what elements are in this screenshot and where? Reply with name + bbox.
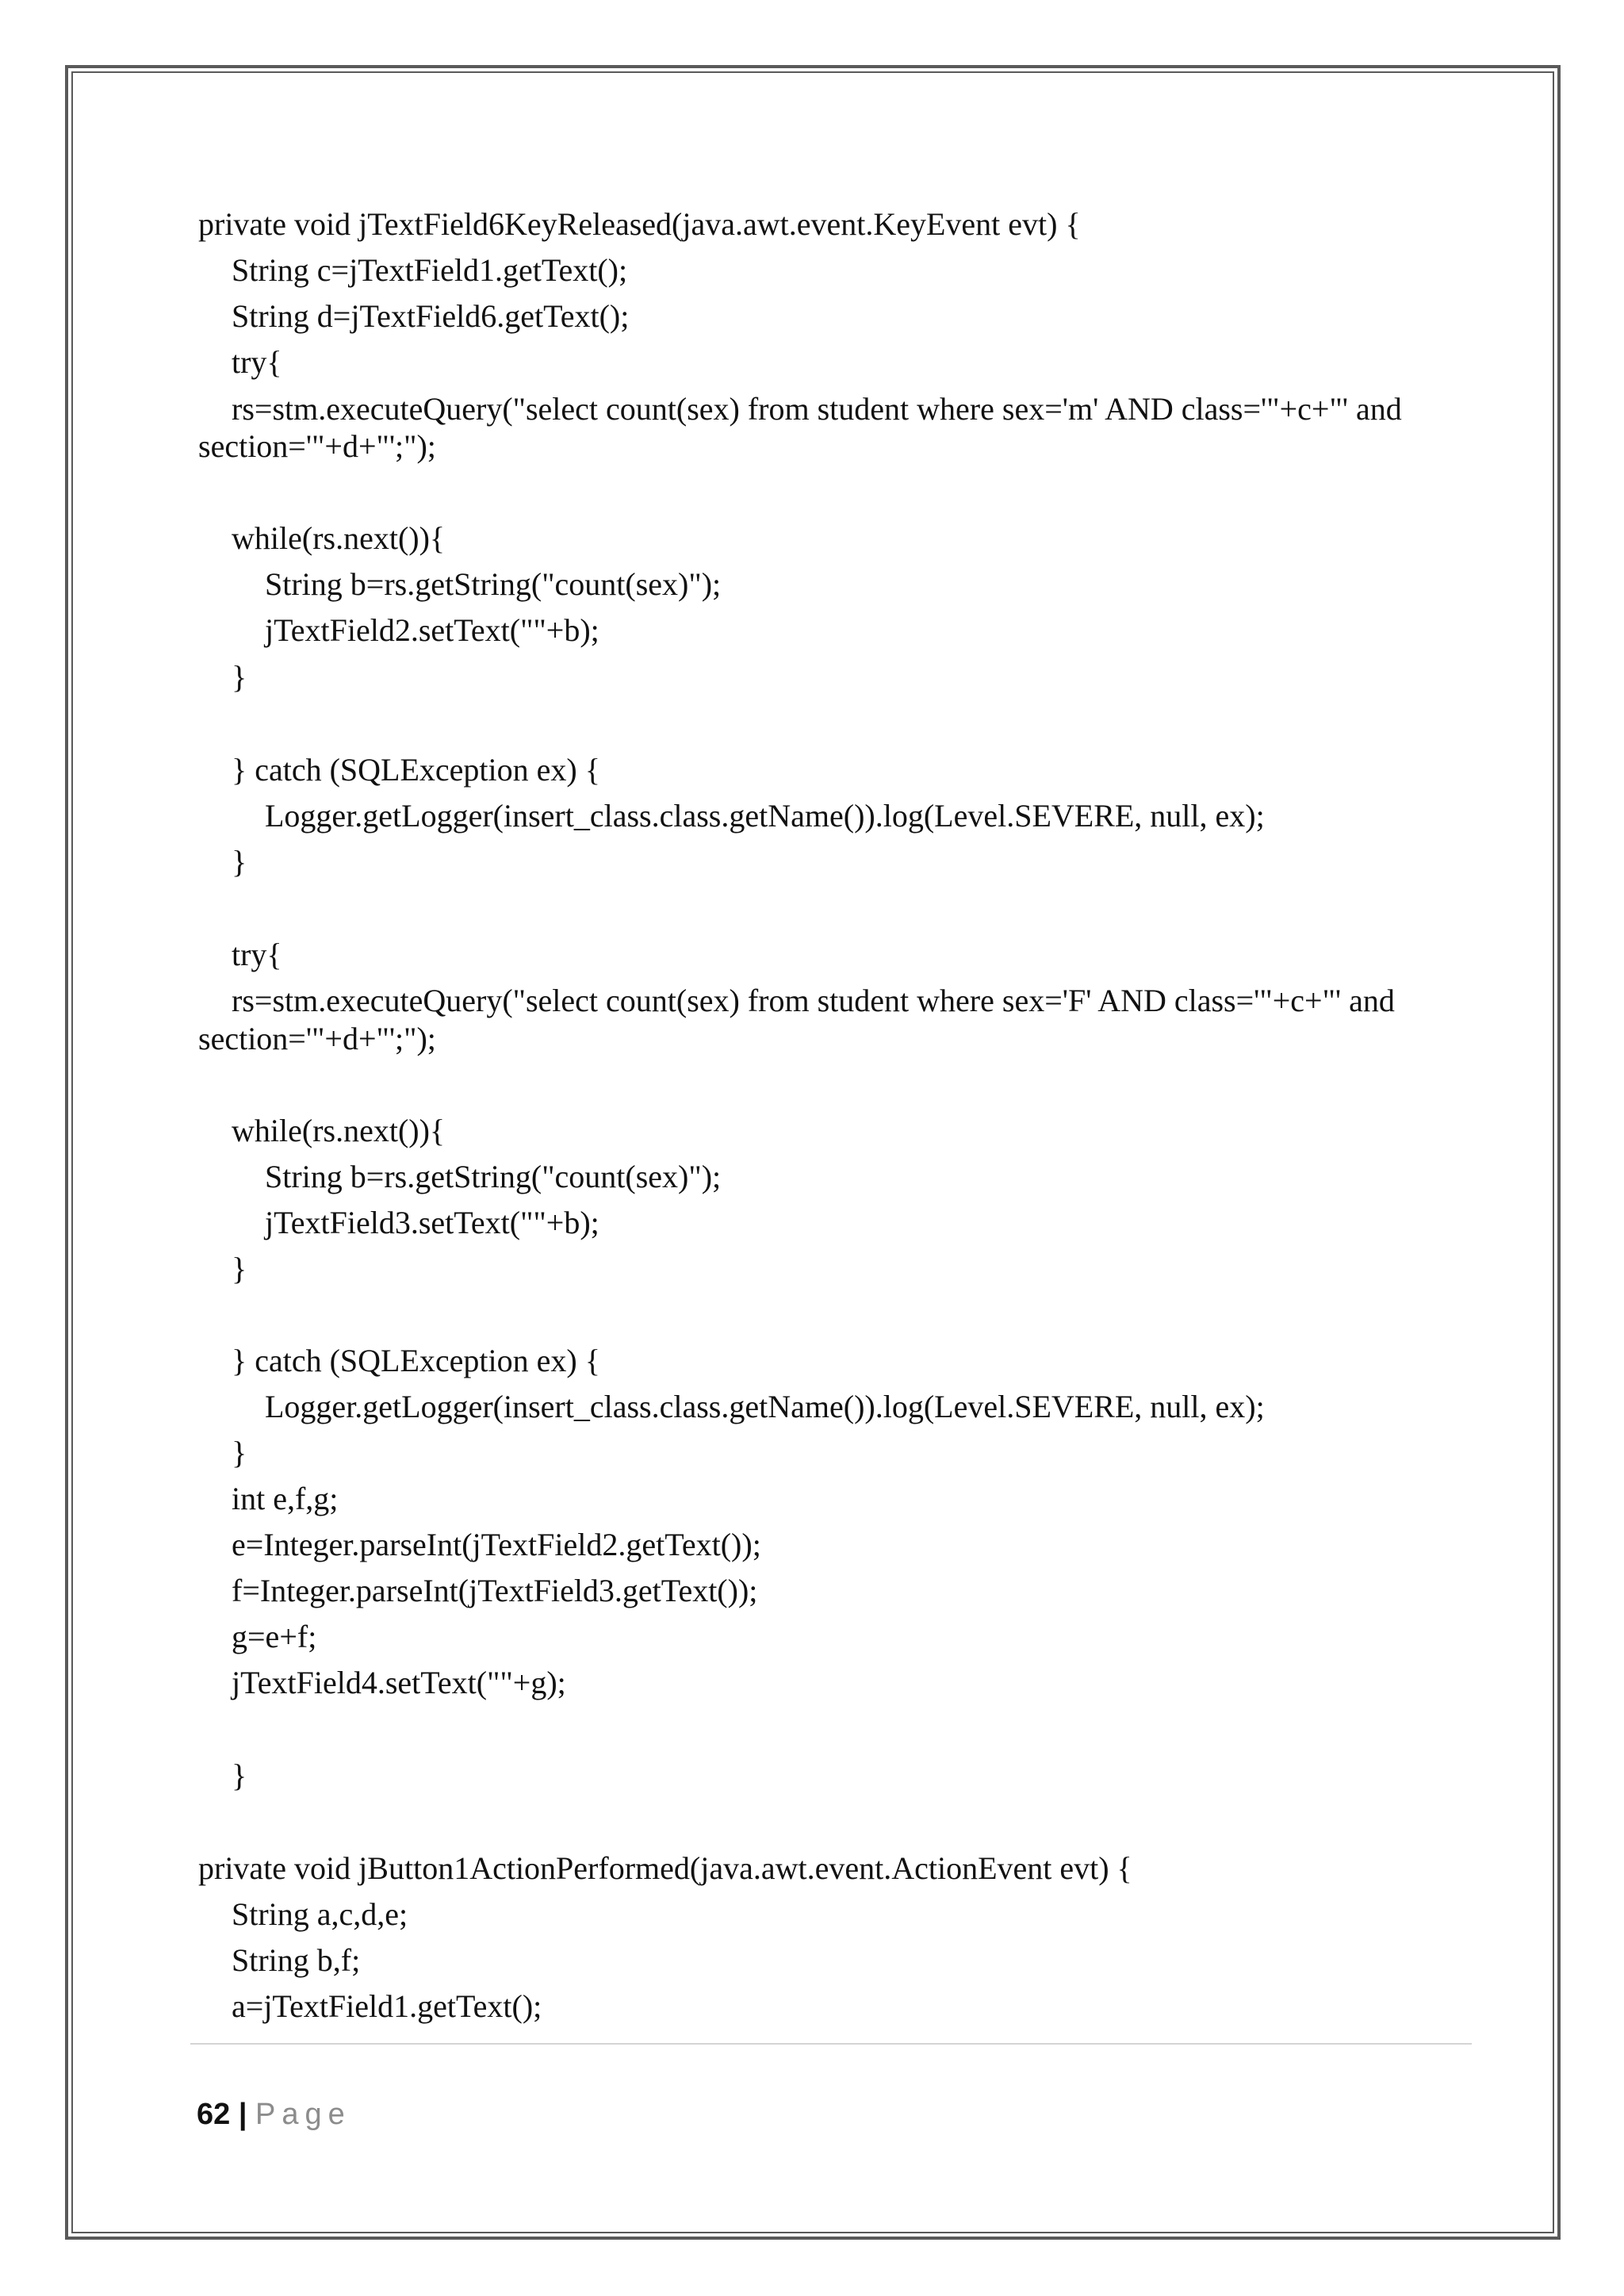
code-line: rs=stm.executeQuery("select count(sex) from student where sex='m' AND class='"+c+"' and: [232, 391, 1402, 427]
code-line: }: [232, 844, 247, 880]
code-line: Logger.getLogger(insert_class.class.getName()).log(Level.SEVERE, null, ex);: [265, 1389, 1265, 1424]
code-line: private void jTextField6KeyReleased(java.awt.event.KeyEvent evt) {: [198, 206, 1081, 242]
code-line: String b=rs.getString("count(sex)");: [265, 1159, 722, 1194]
page-number: 62: [197, 2098, 231, 2131]
code-line: while(rs.next()){: [232, 1113, 446, 1148]
code-line: String b=rs.getString("count(sex)");: [265, 566, 722, 602]
code-line: e=Integer.parseInt(jTextField2.getText());: [232, 1527, 761, 1562]
code-line: } catch (SQLException ex) {: [232, 1343, 600, 1378]
code-line: }: [232, 659, 247, 695]
code-line: } catch (SQLException ex) {: [232, 752, 600, 788]
page-label: Page: [255, 2098, 351, 2131]
footer-divider: [190, 2043, 1472, 2045]
code-line: section='"+d+"';");: [198, 428, 436, 464]
code-line: private void jButton1ActionPerformed(java.awt.event.ActionEvent evt) {: [198, 1850, 1132, 1886]
code-line: section='"+d+"';");: [198, 1021, 436, 1056]
code-line: try{: [232, 937, 282, 972]
code-line: String c=jTextField1.getText();: [232, 252, 628, 288]
code-line: int e,f,g;: [232, 1481, 339, 1516]
code-line: }: [232, 1757, 247, 1793]
code-line: }: [232, 1251, 247, 1286]
page-footer: [197, 2097, 351, 2132]
code-line: f=Integer.parseInt(jTextField3.getText());: [232, 1573, 758, 1608]
code-line: while(rs.next()){: [232, 520, 446, 556]
code-line: Logger.getLogger(insert_class.class.getName()).log(Level.SEVERE, null, ex);: [265, 798, 1265, 834]
code-line: jTextField2.setText(""+b);: [265, 612, 599, 648]
code-line: }: [232, 1435, 247, 1470]
code-line: try{: [232, 344, 282, 380]
code-line: String d=jTextField6.getText();: [232, 298, 630, 334]
code-line: rs=stm.executeQuery("select count(sex) from student where sex='F' AND class='"+c+"' and: [232, 983, 1395, 1018]
code-line: jTextField4.setText(""+g);: [232, 1665, 566, 1700]
code-line: g=e+f;: [232, 1619, 317, 1654]
code-line: a=jTextField1.getText();: [232, 1988, 542, 2024]
code-line: String b,f;: [232, 1942, 361, 1978]
page-separator: |: [238, 2098, 247, 2131]
code-line: jTextField3.setText(""+b);: [265, 1205, 599, 1240]
code-line: String a,c,d,e;: [232, 1896, 408, 1932]
